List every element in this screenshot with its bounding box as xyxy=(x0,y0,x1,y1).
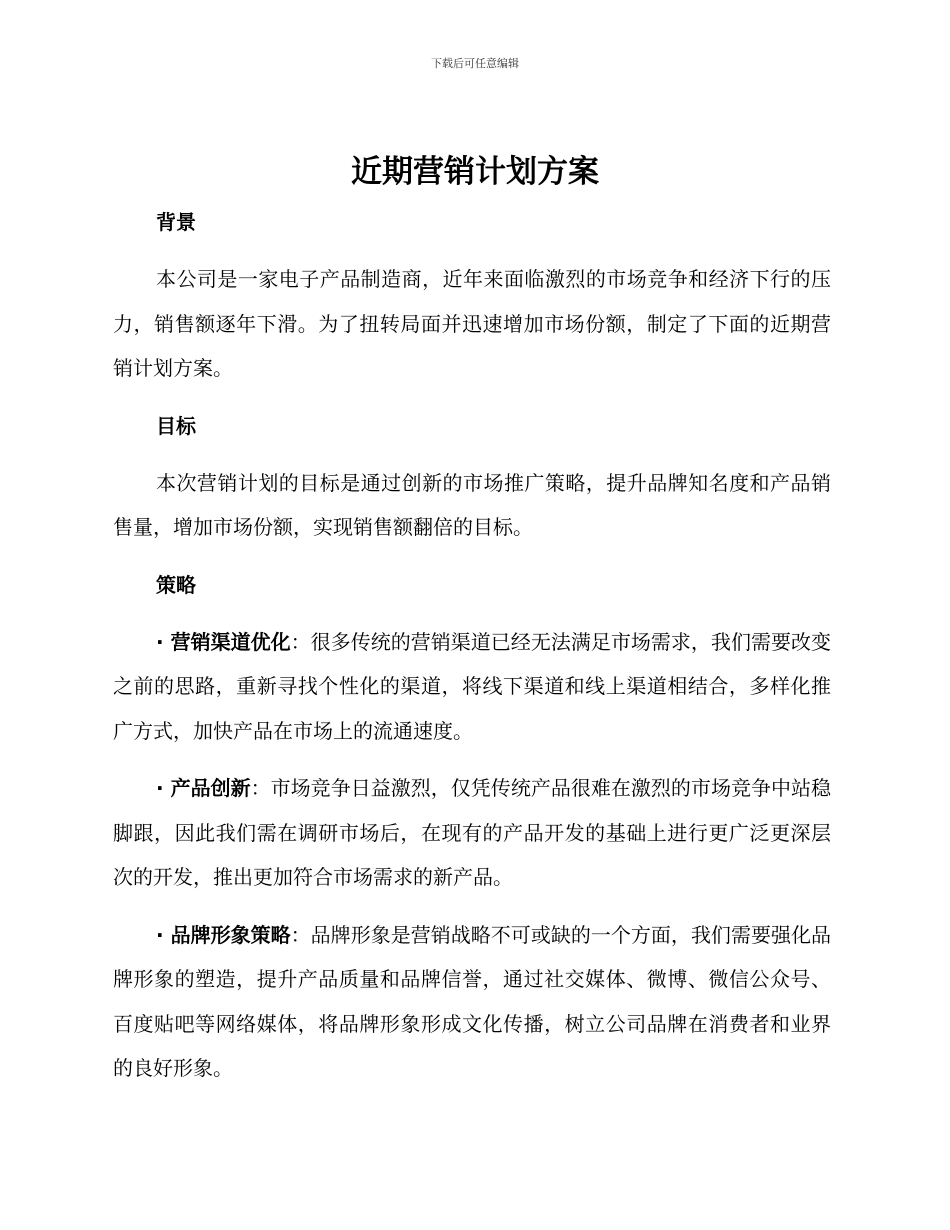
strategy-item-separator: ： xyxy=(250,776,271,800)
strategy-item-channel-optimization xyxy=(113,620,831,754)
section-heading-goal: 目标 xyxy=(156,413,196,438)
section-heading-background: 背景 xyxy=(156,210,196,234)
document-body xyxy=(113,200,831,1091)
strategy-item-label: · 品牌形象策略 xyxy=(156,922,291,947)
strategy-item-text: 市场竞争日益激烈，仅凭传统产品很难在激烈的市场竞争中站稳脚跟，因此我们需在调研市场后，在现有的产品开发的基础上进行更广泛更深层次的开发，推出更加符合市场需求的新产品。 xyxy=(113,776,832,889)
strategy-item-label: · 产品创新 xyxy=(156,776,251,800)
background-paragraph: 本公司是一家电子产品制造商，近年来面临激烈的市场竞争和经济下行的压力，销售额逐年下滑。为了扭转局面并迅速增加市场份额，制定了下面的近期营销计划方案。 xyxy=(113,267,831,380)
strategy-item-product-innovation xyxy=(113,766,831,900)
strategy-item-brand-image xyxy=(113,913,831,1091)
strategy-item-text: 很多传统的营销渠道已经无法满足市场需求，我们需要改变之前的思路，重新寻找个性化的渠道，将线下渠道和线上渠道相结合，多样化推广方式，加快产品在市场上的流通速度。 xyxy=(113,629,832,743)
header-note: 下载后可任意编辑 xyxy=(431,57,519,70)
strategy-item-separator: ： xyxy=(290,922,311,947)
goal-paragraph: 本次营销计划的目标是通过创新的市场推广策略，提升品牌知名度和产品销售量，增加市场份额，实现销售额翻倍的目标。 xyxy=(113,470,831,539)
strategy-item-label: · 营销渠道优化 xyxy=(156,629,291,654)
strategy-item-separator: ： xyxy=(290,629,311,654)
section-heading-strategy: 策略 xyxy=(156,572,196,597)
strategy-item-text: 品牌形象是营销战略不可或缺的一个方面，我们需要强化品牌形象的塑造，提升产品质量和品牌信誉，通过社交媒体、微博、微信公众号、百度贴吧等网络媒体，将品牌形象形成文化传播，树立公司品牌在消费者和业界的良好形象。 xyxy=(113,922,832,1080)
document-title: 近期营销计划方案 xyxy=(351,154,599,190)
